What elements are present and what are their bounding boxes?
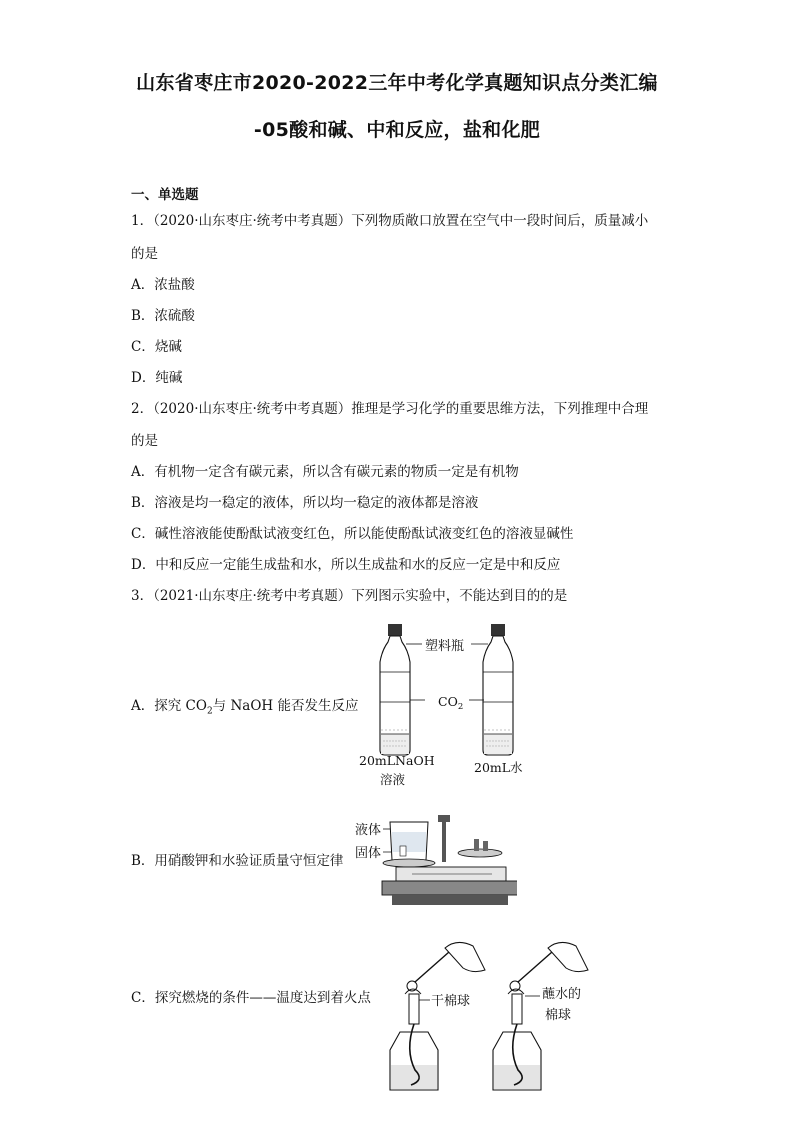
figure-c-dry-label: 干棉球	[431, 994, 471, 1009]
q3-option-c: C．探究燃烧的条件——温度达到着火点	[131, 990, 371, 1006]
q1-stem-line2: 的是	[131, 246, 158, 262]
q2-option-b: B．溶液是均一稳定的液体，所以均一稳定的液体都是溶液	[131, 495, 479, 511]
q3-option-a-sub: 2	[206, 706, 213, 717]
q1-option-b: B．浓硫酸	[131, 308, 195, 324]
beaker-icon	[390, 822, 428, 860]
figure-b-solid-label: 固体	[355, 846, 382, 861]
q2-option-d: D．中和反应一定能生成盐和水，所以生成盐和水的反应一定是中和反应	[131, 557, 561, 573]
doc-title-line2: -05酸和碱、中和反应，盐和化肥	[253, 119, 541, 141]
bottle-left-icon	[380, 624, 410, 755]
figure-b-liquid-label: 液体	[355, 823, 382, 838]
q1-option-a: A．浓盐酸	[131, 277, 195, 293]
figure-a-bottles	[350, 620, 550, 795]
q3-option-b: B．用硝酸钾和水验证质量守恒定律	[131, 853, 344, 869]
figure-a-left-label-1: 20mLNaOH	[359, 753, 435, 768]
figure-a-right-label: 20mL水	[474, 760, 523, 775]
figure-c-wet-label-1: 蘸水的	[542, 987, 582, 1002]
q2-stem-line2: 的是	[131, 433, 158, 449]
figure-c-wet-label-2: 棉球	[545, 1008, 572, 1023]
q1-option-d: D．纯碱	[131, 370, 183, 386]
hand-tweezers-right-icon	[510, 942, 588, 991]
q1-option-c: C．烧碱	[131, 339, 182, 355]
q2-option-a: A．有机物一定含有碳元素，所以含有碳元素的物质一定是有机物	[131, 464, 519, 480]
section-heading: 一、单选题	[131, 187, 199, 203]
q3-option-a-suffix: 与 NaOH 能否发生反应	[212, 698, 359, 714]
q2-option-c: C．碱性溶液能使酚酞试液变红色，所以能使酚酞试液变红色的溶液显碱性	[131, 526, 574, 542]
q3-stem: 3．（2021·山东枣庄·统考中考真题）下列图示实验中，不能达到目的的是	[131, 588, 568, 604]
q2-stem-line1: 2．（2020·山东枣庄·统考中考真题）推理是学习化学的重要思维方法，下列推理中合理	[131, 401, 649, 417]
figure-a-bottle-label: 塑料瓶	[425, 639, 465, 654]
figure-c-burners	[385, 930, 595, 1120]
figure-b-balance	[352, 812, 517, 912]
figure-a-gas-label	[438, 694, 463, 712]
hand-tweezers-left-icon	[407, 942, 485, 991]
alcohol-lamp-right-icon	[493, 989, 541, 1090]
figure-a-left-label-2: 溶液	[380, 772, 406, 787]
figure-a-gas-sub: 2	[457, 702, 464, 712]
q3-option-a-prefix: A．探究 CO	[131, 698, 207, 714]
doc-title-line1: 山东省枣庄市2020-2022三年中考化学真题知识点分类汇编	[136, 72, 658, 94]
figure-a-gas-main: CO	[438, 694, 458, 709]
q1-stem-line1: 1．（2020·山东枣庄·统考中考真题）下列物质敞口放置在空气中一段时间后，质量减小	[131, 213, 649, 229]
q3-option-a	[131, 697, 358, 721]
